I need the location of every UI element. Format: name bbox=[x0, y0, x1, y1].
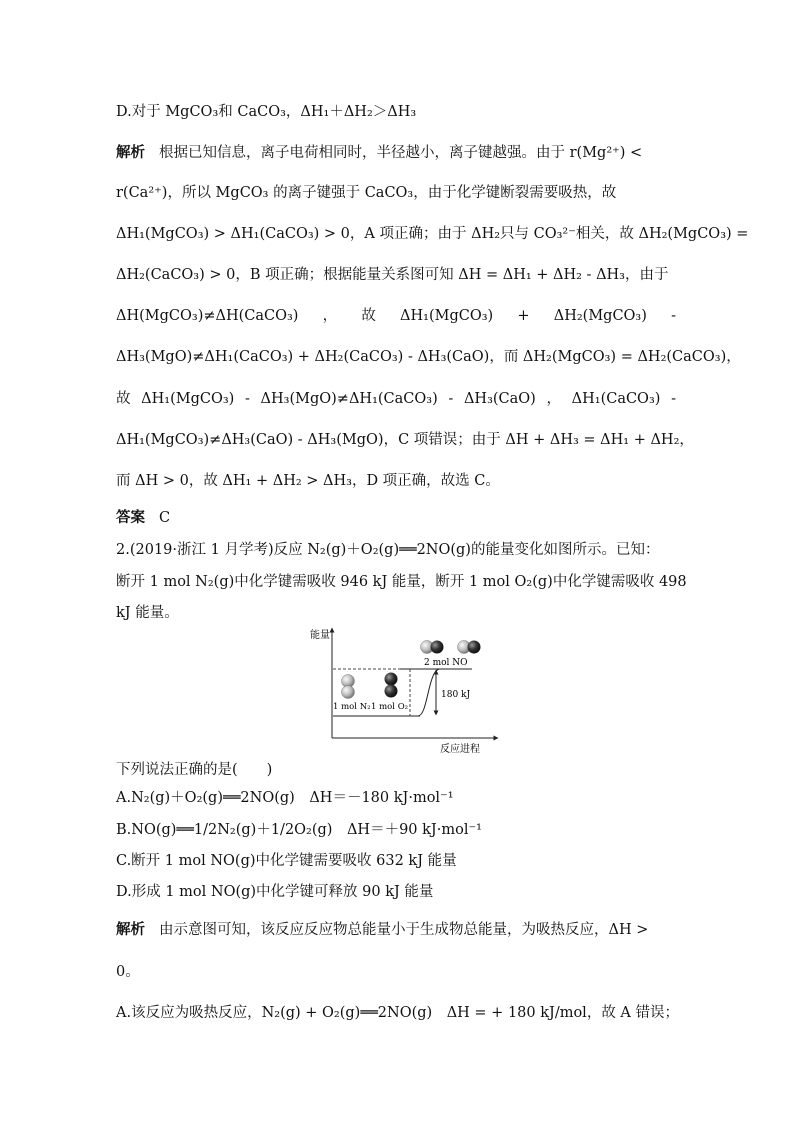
analysis-line-2: r(Ca²⁺)，所以 MgCO₃ 的离子键强于 CaCO₃，由于化学键断裂需要吸热，故 bbox=[116, 185, 617, 201]
seg: 故 bbox=[361, 308, 376, 324]
q2-option-a: A.N₂(g)＋O₂(g)══2NO(g) ΔH＝－180 kJ·mol⁻¹ bbox=[116, 790, 454, 806]
q2-stem-1: 2.(2019·浙江 1 月学考)反应 N₂(g)＋O₂(g)══2NO(g)的能量变化如图所示。已知： bbox=[116, 542, 660, 558]
analysis-line-3: ΔH₁(MgCO₃) > ΔH₁(CaCO₃) > 0，A 项正确；由于 ΔH₂只与 CO₃²⁻相关，故 ΔH₂(MgCO₃) = bbox=[116, 226, 749, 242]
seg: 故 bbox=[116, 391, 131, 407]
seg: - bbox=[244, 391, 250, 407]
seg: ΔH₂(MgCO₃) bbox=[553, 308, 647, 324]
x-axis-label: 反应进程 bbox=[440, 744, 480, 755]
seg: ΔH₁(MgCO₃) bbox=[400, 308, 494, 324]
no-molecule-icon bbox=[458, 641, 481, 654]
seg: ΔH₃(CaO) bbox=[463, 391, 536, 407]
q2-option-d: D.形成 1 mol NO(g)中化学键可释放 90 kJ 能量 bbox=[116, 884, 434, 900]
product-label: 2 mol NO bbox=[424, 658, 468, 668]
analysis-line-1 bbox=[116, 143, 642, 163]
reaction-curve bbox=[418, 669, 440, 716]
analysis-text: 根据已知信息，离子电荷相同时，半径越小，离子键越强。由于 r(Mg²⁺) < bbox=[159, 145, 643, 161]
seg: ΔH₁(MgCO₃) bbox=[141, 391, 235, 407]
analysis-line-7 bbox=[116, 389, 676, 409]
seg: + bbox=[517, 308, 530, 324]
analysis-line-4: ΔH₂(CaCO₃) > 0，B 项正确；根据能量关系图可知 ΔH = ΔH₁ + ΔH₂ - ΔH₃，由于 bbox=[116, 267, 669, 283]
energy-diagram bbox=[300, 625, 500, 755]
seg: ΔH₃(MgO)≠ΔH₁(CaCO₃) bbox=[260, 391, 438, 407]
seg: ΔH(MgCO₃)≠ΔH(CaCO₃) bbox=[116, 308, 299, 324]
seg: ΔH₁(CaCO₃) bbox=[571, 391, 661, 407]
analysis-line-8: ΔH₁(MgCO₃)≠ΔH₃(CaO) - ΔH₃(MgO)，C 项错误；由于 ΔH + ΔH₃ = ΔH₁ + ΔH₂， bbox=[116, 432, 694, 448]
analysis-line-6: ΔH₃(MgO)≠ΔH₁(CaCO₃) + ΔH₂(CaCO₃) - ΔH₃(CaO)，而 ΔH₂(MgCO₃) = ΔH₂(CaCO₃)， bbox=[116, 349, 741, 365]
analysis-label: 解析 bbox=[116, 922, 145, 938]
analysis-line-9: 而 ΔH > 0，故 ΔH₁ + ΔH₂ > ΔH₃，D 项正确，故选 C。 bbox=[116, 473, 500, 489]
answer-line bbox=[116, 508, 170, 528]
seg: ， bbox=[546, 391, 561, 407]
n2-molecule-icon bbox=[342, 675, 355, 699]
reactant-label-o2: 1 mol O₂ bbox=[371, 702, 409, 712]
no-molecule-icon bbox=[421, 641, 444, 654]
answer-value: C bbox=[159, 510, 171, 526]
o2-molecule-icon bbox=[385, 673, 398, 698]
option-d-line: D.对于 MgCO₃和 CaCO₃，ΔH₁＋ΔH₂＞ΔH₃ bbox=[116, 104, 417, 120]
q2-stem-3: kJ 能量。 bbox=[116, 605, 179, 621]
q2-analysis-line-1 bbox=[116, 920, 648, 940]
seg: - bbox=[671, 391, 676, 407]
q2-option-b: B.NO(g)══1/2N₂(g)＋1/2O₂(g) ΔH＝＋90 kJ·mol⁻¹ bbox=[116, 822, 482, 838]
analysis-label: 解析 bbox=[116, 145, 145, 161]
q2-option-c: C.断开 1 mol NO(g)中化学键需要吸收 632 kJ 能量 bbox=[116, 853, 457, 869]
analysis-line-5 bbox=[116, 306, 676, 326]
seg: ， bbox=[322, 308, 338, 324]
y-axis-label: 能量 bbox=[310, 630, 330, 641]
analysis-text: 由示意图可知，该反应反应物总能量小于生成物总能量，为吸热反应，ΔH > bbox=[159, 922, 649, 938]
reactant-label-n2: 1 mol N₂ bbox=[333, 702, 371, 712]
q2-stem-2: 断开 1 mol N₂(g)中化学键需吸收 946 kJ 能量，断开 1 mol O₂(g)中化学键需吸收 498 bbox=[116, 574, 687, 590]
delta-label: 180 kJ bbox=[441, 690, 471, 700]
q2-analysis-line-3: A.该反应为吸热反应，N₂(g) + O₂(g)══2NO(g) ΔH = + 180 kJ/mol，故 A 错误； bbox=[116, 1005, 680, 1021]
seg: - bbox=[448, 391, 454, 407]
q2-question: 下列说法正确的是( ) bbox=[116, 762, 273, 778]
seg: - bbox=[671, 308, 676, 324]
q2-analysis-line-2: 0。 bbox=[116, 964, 140, 980]
answer-label: 答案 bbox=[116, 510, 145, 526]
